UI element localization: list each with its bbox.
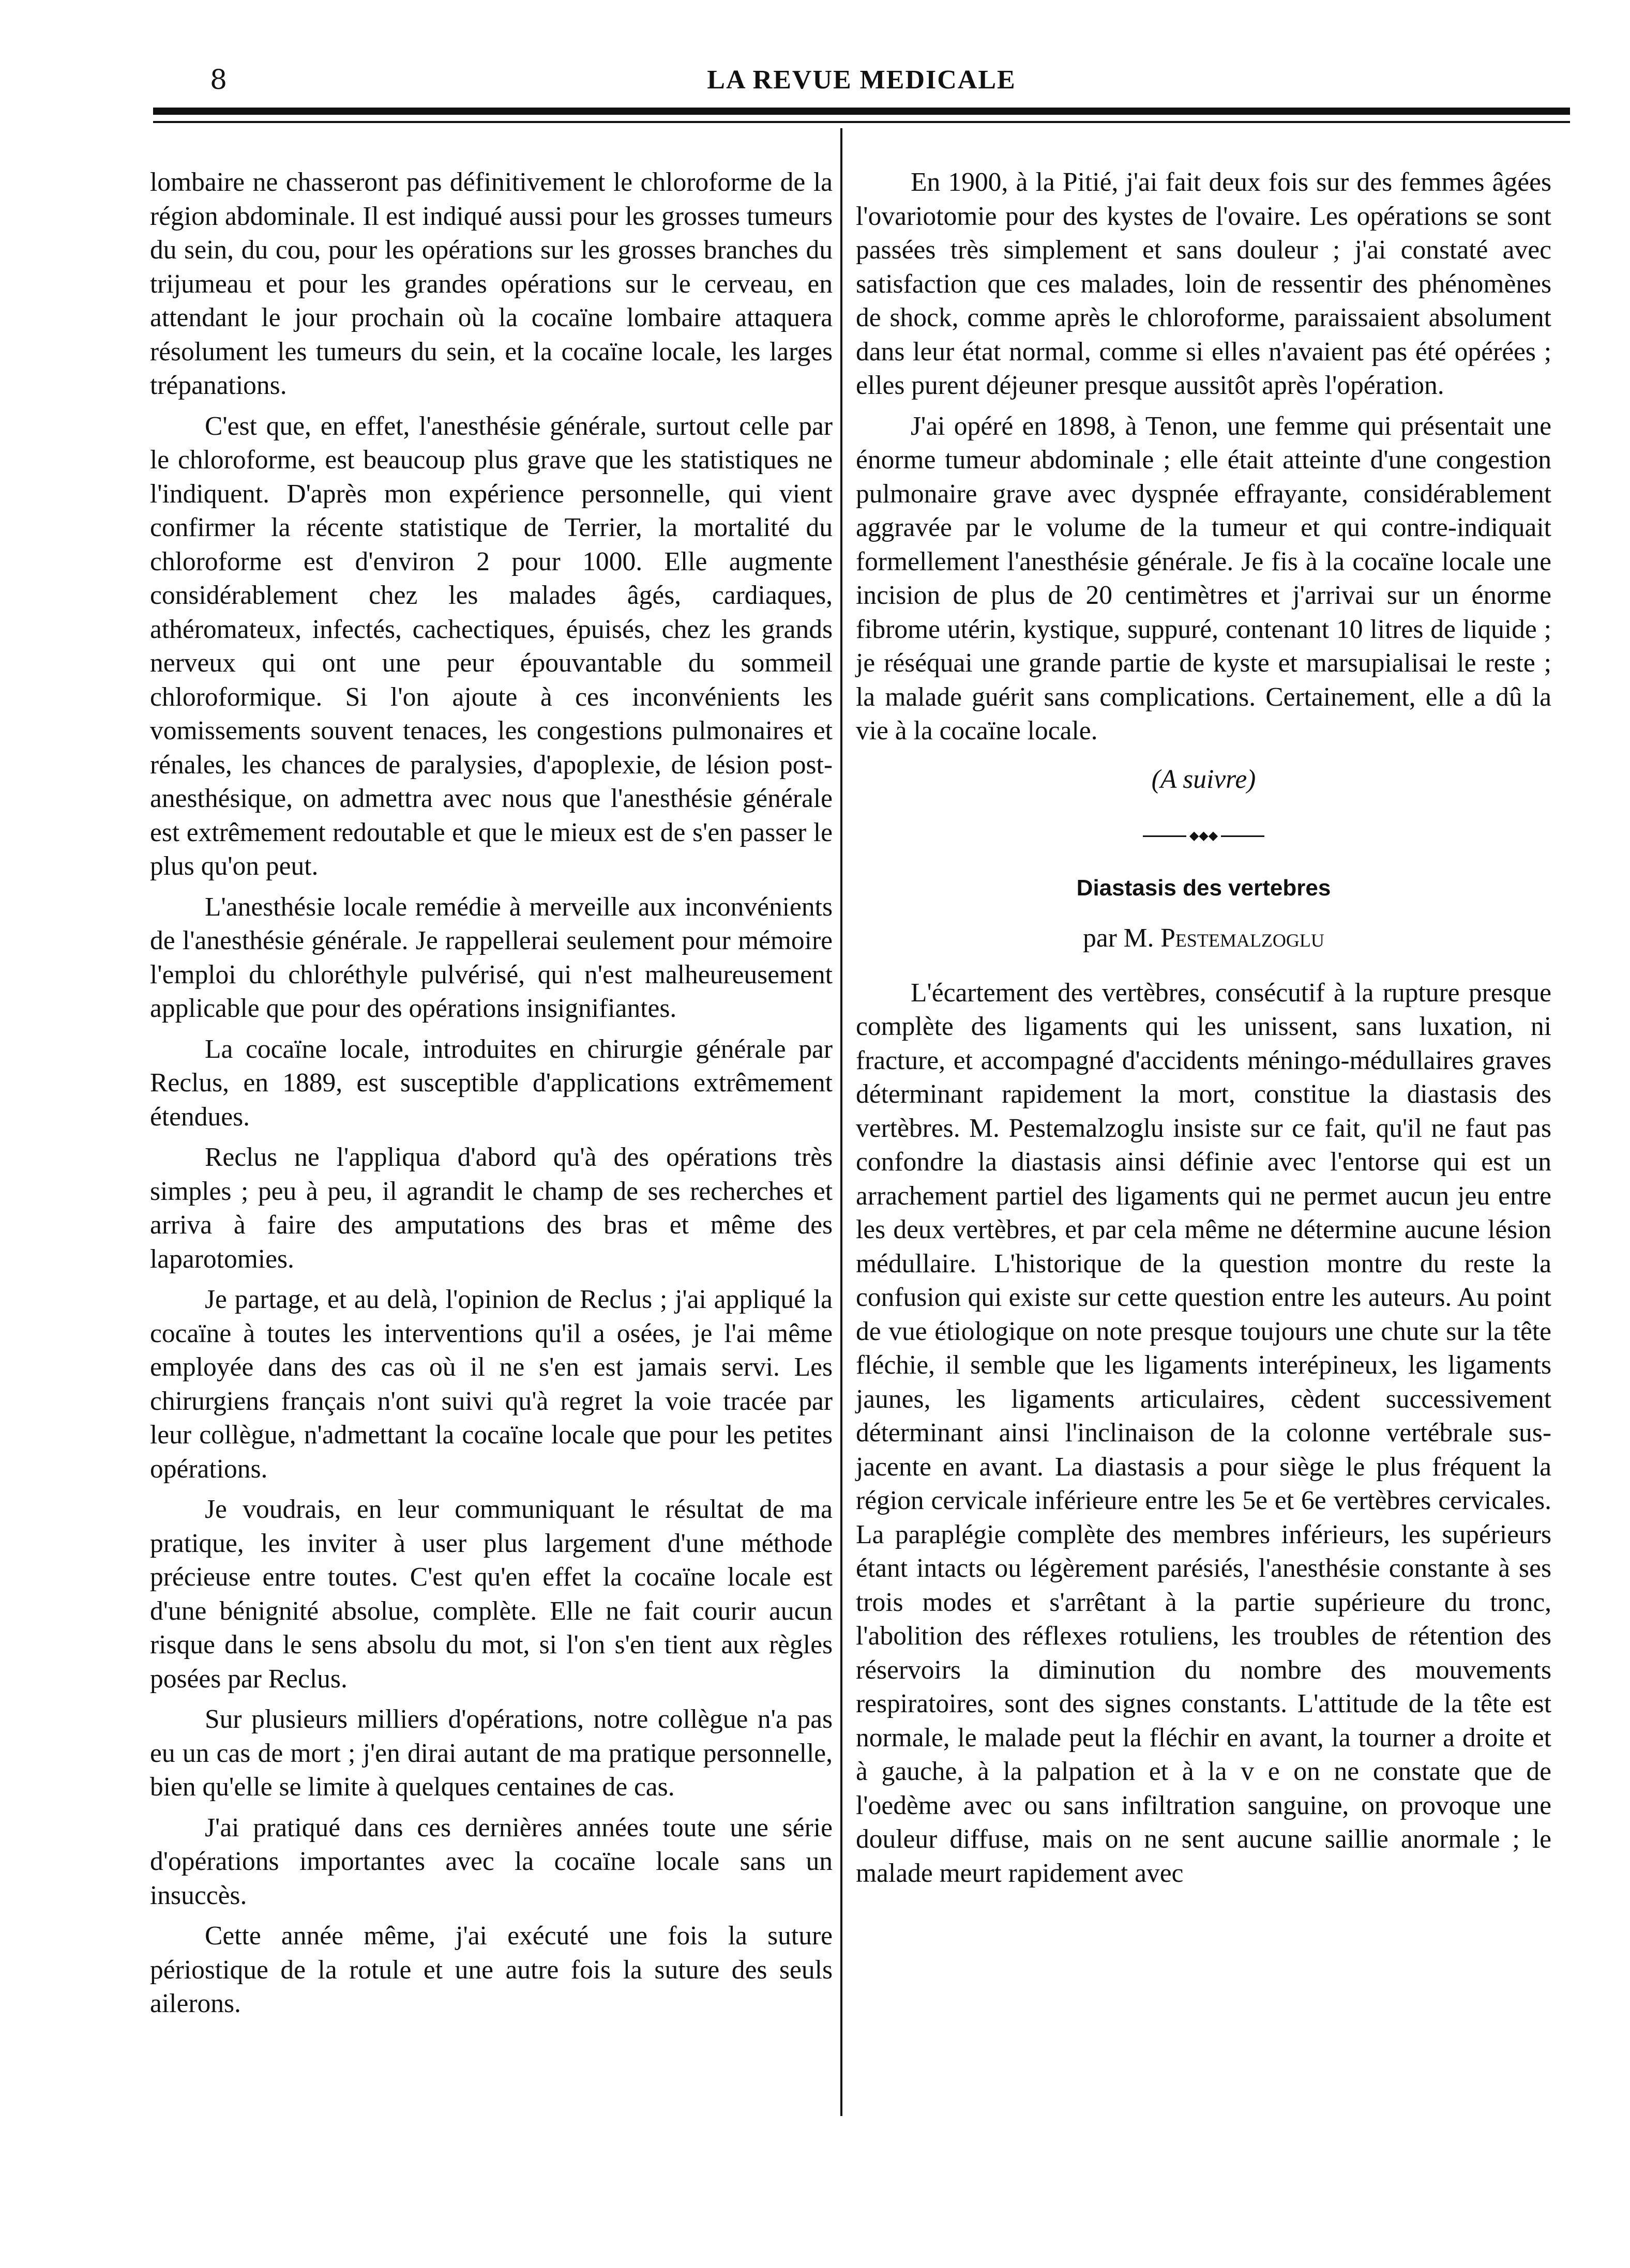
paragraph: J'ai pratiqué dans ces dernières années toute une série d'opérations importantes avec la cocaïne locale sans un insuccès. [150,1813,833,1910]
paragraph: Cette année même, j'ai exécuté une fois la suture périostique de la rotule et une autre fois la suture des seuls ailerons. [150,1921,833,2018]
byline [856,921,1551,955]
section-separator-ornament [856,819,1551,853]
article-title: Diastasis des vertebres [1076,875,1331,901]
to-be-continued-note: (A suivre) [1151,764,1256,794]
page-header [153,65,1570,114]
paragraph: Sur plusieurs milliers d'opérations, notre collègue n'a pas eu un cas de mort ; j'en dirai autant de ma pratique personnelle, bien qu'elle se limite à quelques centaines de cas. [150,1704,833,1802]
paragraph: La cocaïne locale, introduites en chirurgie générale par Reclus, en 1889, est susceptible d'applications extrêmement étendues. [150,1034,833,1132]
ornament-line-left [1143,835,1186,837]
paragraph: L'anesthésie locale remédie à merveille aux inconvénients de l'anesthésie générale. Je rappellerai seulement pour mémoire l'emploi du chloréthyle pulvérisé, qui n'est malheureusement applicable que pour des opérations insignifiantes. [150,892,833,1023]
header-rule-thick [153,108,1570,115]
byline-author: Pestemalzoglu [1160,923,1324,953]
paragraph: En 1900, à la Pitié, j'ai fait deux fois sur des femmes âgées l'ovariotomie pour des kystes de l'ovaire. Les opérations se sont passées très simplement et sans douleur ; j'ai constaté avec satisfaction que ces malades, loin de ressentir des phénomènes de shock, comme après le chloroforme, paraissaient absolument dans leur état normal, comme si elles n'avaient pas été opérées ; elles purent déjeuner presque aussitôt après l'opération. [856,168,1551,400]
ornament-diamonds-icon: ◆◆◆ [1189,829,1218,843]
column-divider [840,128,842,2116]
paragraph: L'écartement des vertèbres, consécutif à la rupture presque complète des ligaments qui les unissent, sans luxation, ni fracture, et accompagné d'accidents méningo-médullaires graves déterminant rapidement la mort, constitue la diastasis des vertèbres. M. Pestemalzoglu insiste sur ce fait, qu'il ne faut pas confondre la diastasis ainsi définie avec l'entorse qui est un arrachement partiel des ligaments qui ne permet aucun jeu entre les deux vertèbres, et par cela même ne détermine aucune lésion médullaire. L'historique de la question montre du reste la confusion qui existe sur cette question entre les auteurs. Au point de vue étiologique on note presque toujours une chute sur la tête fléchie, il semble que les ligaments interépineux, les ligaments jaunes, les ligaments articulaires, cèdent successivement déterminant ainsi l'inclinaison de la colonne vertébrale sus-jacente en avant. La diastasis a pour siège le plus fréquent la région cervicale inférieure entre les 5e et 6e vertèbres cervicales. La paraplégie complète des membres inférieurs, les supérieurs étant intacts ou légèrement parésiés, l'anesthésie constante à ses trois modes et s'arrêtant à la partie supérieure du tronc, l'abolition des réflexes rotuliens, les troubles de rétention des réservoirs la diminution du nombre des mouvements respiratoires, sont des signes constants. L'attitude de la tête est normale, le malade peut la fléchir en avant, la tourner a droite et à gauche, à la palpation et à la v e on ne constate que de l'oedème avec ou sans infiltration sanguine, on provoque une douleur diffuse, mais on ne sent aucune saillie anormale ; le malade meurt rapidement avec [856,978,1551,1888]
paragraph: Je voudrais, en leur communiquant le résultat de ma pratique, les inviter à user plus largement d'une méthode précieuse entre toutes. C'est qu'en effet la cocaïne locale est d'une bénignité absolue, complète. Elle ne fait courir aucun risque dans le sens absolu du mot, si l'on s'en tient aux règles posées par Reclus. [150,1495,833,1694]
paragraph: Je partage, et au delà, l'opinion de Reclus ; j'ai appliqué la cocaïne à toutes les interventions qu'il a osées, je l'ai même employée dans des cas où il ne s'en est jamais servi. Les chirurgiens français n'ont suivi qu'à regret la voie tracée par leur collègue, n'admettant la cocaïne locale que pour les petites opérations. [150,1285,833,1484]
left-column [150,165,833,2028]
journal-title: LA REVUE MEDICALE [707,65,1016,95]
paragraph: lombaire ne chasseront pas définitivement le chloroforme de la région abdominale. Il est indiqué aussi pour les grosses tumeurs du sein, du cou, pour les opérations sur les grosses branches du trijumeau et pour les grandes opérations sur le cerveau, en attendant le jour prochain où la cocaïne lombaire attaquera résolument les tumeurs du sein, et la cocaïne locale, les larges trépanations. [150,168,833,400]
paragraph: J'ai opéré en 1898, à Tenon, une femme qui présentait une énorme tumeur abdominale ; elle était atteinte d'une congestion pulmonaire grave avec dyspnée effrayante, considérablement aggravée par le volume de la tumeur et qui contre-indiquait formellement l'anesthésie générale. Je fis à la cocaïne locale une incision de plus de 20 centimètres et j'arrivai sur un énorme fibrome utérin, kystique, suppuré, contenant 10 litres de liquide ; je réséquai une grande partie de kyste et marsupialisai le reste ; la malade guérit sans complications. Certainement, elle a dû la vie à la cocaïne locale. [856,411,1551,745]
page-number: 8 [210,65,228,96]
paragraph: Reclus ne l'appliqua d'abord qu'à des opérations très simples ; peu à peu, il agrandit le champ de ses recherches et arriva à faire des amputations des bras et même des laparotomies. [150,1143,833,1274]
paragraph: C'est que, en effet, l'anesthésie générale, surtout celle par le chloroforme, est beaucoup plus grave que les statistiques ne l'indiquent. D'après mon expérience personnelle, qui vient confirmer la récente statistique de Terrier, la mortalité du chloroforme est d'environ 2 pour 1000. Elle augmente considérablement chez les malades âgés, cardiaques, athéromateux, infectés, cachectiques, épuisés, chez les grands nerveux qui ont une peur épouvantable du sommeil chloroformique. Si l'on ajoute à ces inconvénients les vomissements souvent tenaces, les congestions pulmonaires et rénales, les chances de paralysies, d'apoplexie, de lésion post-anesthésique, on admettra avec nous que l'anesthésie générale est extrêmement redoutable et que le mieux est de s'en passer le plus qu'on peut. [150,411,833,881]
ornament-line-right [1221,835,1264,837]
header-rule-thin [153,121,1570,123]
byline-prefix: par M. [1083,923,1154,953]
right-column [856,165,1551,1897]
